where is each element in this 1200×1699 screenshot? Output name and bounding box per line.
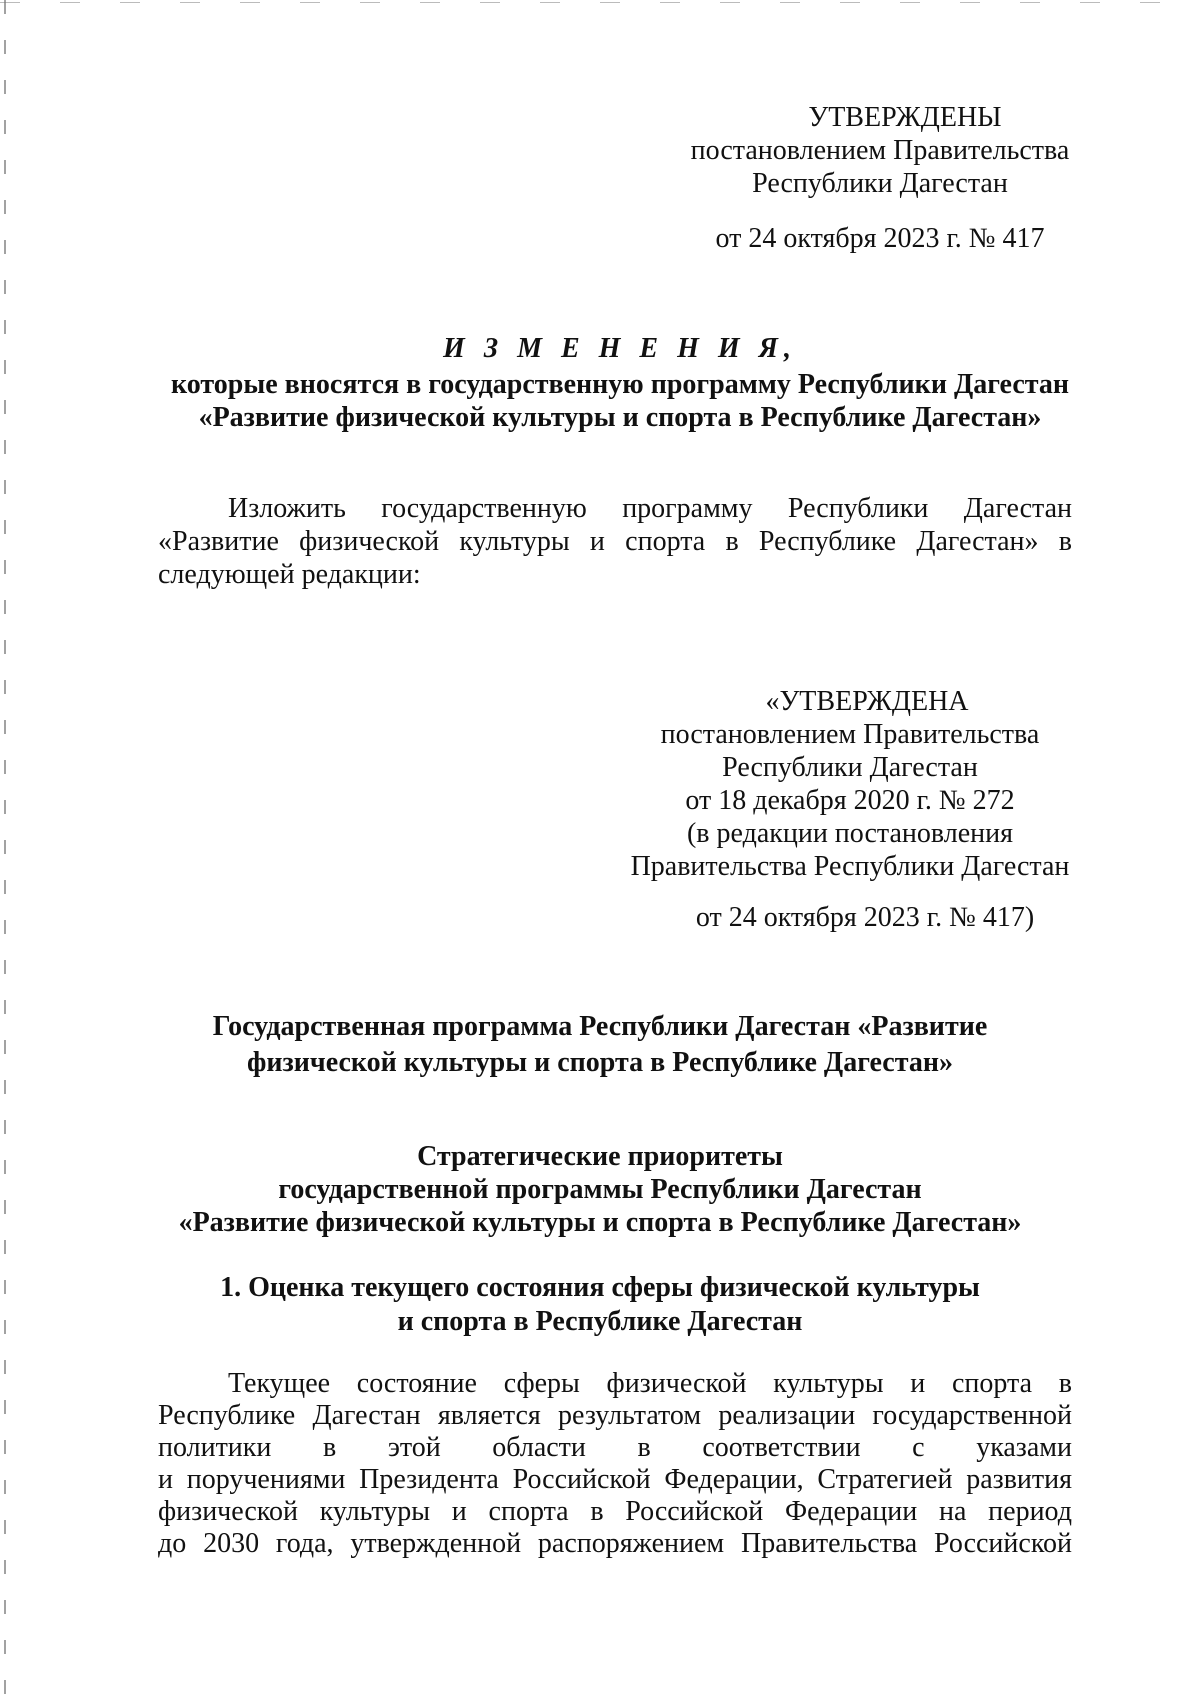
changes-subtitle-line: которые вносятся в государственную программу Республики Дагестан [171, 369, 1069, 400]
section-1-title [120, 1271, 1080, 1338]
priorities-title-line: «Развитие физической культуры и спорта в Республике Дагестан» [178, 1207, 1022, 1238]
paragraph-line: физической культуры и спорта в Российской Федерации на период [158, 1496, 1072, 1527]
approval-line: Республики Дагестан [722, 752, 978, 783]
priorities-title [120, 1140, 1080, 1239]
paragraph-line: до 2030 года, утвержденной распоряжением Правительства Российской [158, 1528, 1072, 1559]
approval-line: Республики Дагестан [752, 168, 1008, 199]
approval-date: от 24 октября 2023 г. № 417) [695, 902, 1035, 933]
section-title-line: и спорта в Республике Дагестан [397, 1306, 803, 1337]
paragraph-line: Текущее состояние сферы физической культуры и спорта в [228, 1368, 1072, 1399]
intro-paragraph [158, 492, 1072, 591]
approval-line: Правительства Республики Дагестан [630, 851, 1070, 882]
paragraph-line: следующей редакции: [158, 559, 421, 590]
paragraph-line: Республике Дагестан является результатом реализации государственной [158, 1400, 1072, 1431]
approval-date: от 24 октября 2023 г. № 417 [715, 223, 1045, 254]
paragraph-line: «Развитие физической культуры и спорта в Республике Дагестан» в [158, 526, 1072, 557]
approval-title: «УТВЕРЖДЕНА [765, 686, 969, 717]
priorities-title-line: государственной программы Республики Дагестан [278, 1174, 922, 1205]
program-title-line: Государственная программа Республики Дагестан «Развитие [212, 1011, 988, 1042]
approval-line: от 18 декабря 2020 г. № 272 [685, 785, 1015, 816]
paragraph-line: политики в этой области в соответствии с указами [158, 1432, 1072, 1463]
program-title [120, 1010, 1080, 1079]
changes-title: И З М Е Н Е Н И Я, [443, 333, 797, 364]
approval-line: постановлением Правительства [660, 719, 1040, 750]
approval-line: (в редакции постановления [686, 818, 1014, 849]
changes-heading [140, 332, 1100, 434]
approval-block-top [660, 101, 1100, 255]
program-title-line: физической культуры и спорта в Республике Дагестан» [247, 1047, 953, 1078]
scan-top-marks [0, 2, 1200, 3]
section-1-paragraph [158, 1368, 1072, 1560]
paragraph-line: Изложить государственную программу Республики Дагестан [228, 493, 1072, 524]
section-title-line: 1. Оценка текущего состояния сферы физической культуры [220, 1272, 980, 1303]
scan-edge-marks [4, 0, 6, 1699]
approval-block-program [600, 685, 1100, 934]
changes-subtitle-line: «Развитие физической культуры и спорта в Республике Дагестан» [198, 402, 1042, 433]
paragraph-line: и поручениями Президента Российской Федерации, Стратегией развития [158, 1464, 1072, 1495]
approval-title: УТВЕРЖДЕНЫ [808, 102, 1002, 133]
priorities-title-line: Стратегические приоритеты [417, 1141, 783, 1172]
approval-line: постановлением Правительства [690, 135, 1070, 166]
